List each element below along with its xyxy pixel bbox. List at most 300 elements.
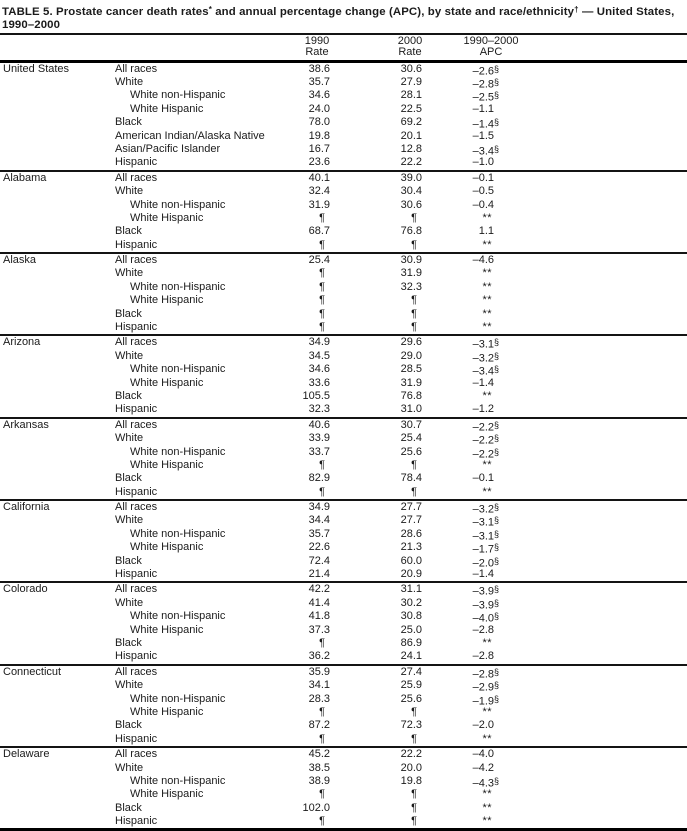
apc-cell: –3.9§ [472,584,500,598]
title-text-2: and annual percentage change (APC), by state and race/ethnicity [211,6,575,18]
rate-2000-cell: 12.8 [400,142,422,155]
table-row [0,321,687,334]
rate-1990-cell: 28.3 [308,692,330,705]
apc-cell: –4.2 [472,761,494,774]
state-name-cell [0,472,115,485]
race-label-cell: Hispanic [115,568,158,581]
rate-2000-cell: 28.1 [400,89,422,102]
rate-1990-cell: 41.8 [308,610,330,623]
apc-cell: ** [482,637,492,649]
race-label-cell: White [115,761,144,774]
rate-1990-cell: 38.6 [308,62,330,75]
title-text-3: — United States, [578,6,675,18]
rate-1990-cell: 31.9 [308,198,330,211]
race-label-cell: White non-Hispanic [130,610,226,623]
table-row [0,254,687,267]
rate-2000-cell: ¶ [411,294,417,307]
apc-cell: ** [482,389,492,402]
rate-1990-cell: 32.4 [308,185,330,198]
rate-2000-cell: 24.1 [400,650,422,663]
rate-1990-cell: 24.0 [308,102,330,115]
apc-cell: ** [482,815,492,828]
table-row [0,199,687,212]
table-row [0,748,687,761]
apc-cell: ** [482,267,492,280]
column-header-apc [463,36,518,60]
rate-2000-cell: 30.8 [400,610,422,623]
state-name-cell [0,156,115,169]
table-row [0,486,687,499]
rate-2000-cell: 31.9 [400,267,422,280]
table-row [0,459,687,472]
table-row [0,363,687,376]
rate-2000-cell: 25.6 [400,445,422,458]
rate-1990-cell: 38.5 [308,761,330,774]
state-name-cell [0,762,115,775]
race-label-cell: All races [115,748,158,761]
state-section [0,417,687,499]
race-label-cell: White [115,432,144,445]
rate-1990-cell: 32.3 [308,403,330,416]
rate-2000-cell: 27.4 [400,665,422,678]
rate-2000-cell: 76.8 [400,389,422,402]
table-row [0,650,687,663]
apc-cell: ** [482,458,492,471]
race-label-cell: All races [115,583,158,596]
row-filler [494,650,687,663]
rate-2000-cell: 22.2 [400,156,422,169]
row-filler [494,225,687,238]
row-filler [494,748,687,761]
apc-cell: –4.0 [472,748,494,761]
rate-1990-cell: 19.8 [308,129,330,142]
column-header-line1: 1990 [304,34,330,47]
table-row [0,514,687,527]
row-filler [494,308,687,321]
row-filler [494,321,687,334]
rate-2000-cell: 20.1 [400,129,422,142]
table-row [0,103,687,116]
row-filler [494,267,687,280]
apc-cell: –2.9§ [472,680,500,694]
apc-cell: –0.1 [472,472,494,485]
rate-2000-cell: 27.7 [400,501,422,514]
table-row [0,679,687,692]
rate-2000-cell: 32.3 [400,280,422,293]
table-row [0,143,687,156]
rate-1990-cell: 21.4 [308,568,330,581]
apc-cell: –4.0§ [472,611,500,625]
rate-2000-cell: 25.9 [400,679,422,692]
state-name-cell: California [3,501,50,514]
race-label-cell: Black [115,307,142,320]
rate-1990-cell: ¶ [319,267,325,280]
apc-cell: ** [482,732,492,745]
apc-cell: –1.1 [472,102,494,115]
rate-2000-cell: 60.0 [400,554,422,567]
table-row [0,762,687,775]
state-name-cell [0,815,115,828]
apc-cell: –1.4§ [472,117,500,131]
rate-2000-cell: 27.9 [400,75,422,88]
table-row [0,815,687,828]
state-name-cell: Delaware [3,748,50,761]
rate-2000-cell: ¶ [411,307,417,320]
table-row [0,156,687,169]
state-name-cell [0,624,115,637]
apc-cell: –1.7§ [472,542,500,556]
rate-1990-cell: 16.7 [308,142,330,155]
rate-1990-cell: ¶ [319,294,325,307]
title-footnote-dagger: † [574,5,579,14]
race-label-cell: White Hispanic [130,294,204,307]
rate-2000-cell: 69.2 [400,116,422,129]
rate-2000-cell: 20.0 [400,761,422,774]
row-filler [494,624,687,637]
state-section [0,746,687,828]
row-filler [494,103,687,116]
rate-1990-cell: 42.2 [308,583,330,596]
race-label-cell: Black [115,801,142,814]
apc-cell: –3.9§ [472,597,500,612]
race-label-cell: Black [115,472,142,485]
table-row [0,733,687,746]
table-row [0,239,687,252]
race-label-cell: Hispanic [115,321,158,334]
race-label-cell: White Hispanic [130,541,204,554]
apc-cell: –2.8§ [472,666,500,681]
row-filler [494,719,687,732]
rate-2000-cell: 30.9 [400,254,422,267]
table-row [0,130,687,143]
column-header-line1: 1990–2000 [463,34,519,47]
apc-cell: –3.4§ [472,143,500,158]
table-row [0,116,687,129]
rate-1990-cell: 34.9 [308,501,330,514]
row-filler [494,239,687,252]
rate-2000-cell: ¶ [411,238,417,251]
apc-cell: –2.2§ [472,419,500,434]
race-label-cell: Hispanic [115,403,158,416]
race-label-cell: Black [115,116,142,129]
row-filler [494,788,687,801]
race-label-cell: Hispanic [115,650,158,663]
rate-1990-cell: 33.6 [308,376,330,389]
row-filler [494,802,687,815]
rate-1990-cell: ¶ [319,280,325,293]
table-row [0,267,687,280]
rate-1990-cell: 35.9 [308,665,330,678]
state-name-cell [0,637,115,650]
row-filler [494,377,687,390]
apc-cell: –0.4 [472,198,494,211]
race-label-cell: Hispanic [115,732,158,745]
race-label-cell: White Hispanic [130,458,204,471]
rate-1990-cell: 22.6 [308,541,330,554]
row-filler [494,212,687,225]
rate-1990-cell: 82.9 [308,472,330,485]
state-name-cell [0,130,115,143]
rate-1990-cell: 38.9 [308,774,330,787]
rate-2000-cell: ¶ [411,485,417,498]
state-name-cell [0,281,115,294]
rate-2000-cell: 20.9 [400,568,422,581]
row-filler [494,568,687,581]
apc-cell: ** [482,705,492,718]
row-filler [494,637,687,650]
rate-1990-cell: 37.3 [308,623,330,636]
state-name-cell [0,239,115,252]
race-label-cell: Black [115,389,142,402]
table-row [0,528,687,541]
table-row [0,390,687,403]
apc-cell: –1.4 [472,376,494,389]
race-label-cell: Hispanic [115,485,158,498]
rate-2000-cell: 25.6 [400,692,422,705]
state-name-cell [0,225,115,238]
rate-1990-cell: 34.6 [308,363,330,376]
rate-2000-cell: 78.4 [400,472,422,485]
state-name-cell [0,650,115,663]
race-label-cell: Hispanic [115,156,158,169]
table-body [0,63,687,829]
apc-cell: –4.6 [472,254,494,267]
row-filler [494,762,687,775]
table-row [0,377,687,390]
rate-2000-cell: 22.5 [400,102,422,115]
apc-cell: –2.8§ [472,76,500,91]
apc-cell: ** [482,294,492,307]
race-label-cell: White non-Hispanic [130,198,226,211]
apc-cell: ** [482,321,492,334]
apc-cell: –1.5 [472,129,494,142]
state-section [0,252,687,334]
race-label-cell: Black [115,719,142,732]
state-section [0,63,687,170]
apc-cell: 1.1 [478,225,494,238]
rate-1990-cell: ¶ [319,321,325,334]
state-name-cell [0,308,115,321]
race-label-cell: White Hispanic [130,623,204,636]
table-row [0,788,687,801]
race-label-cell: White non-Hispanic [130,280,226,293]
rate-1990-cell: 72.4 [308,554,330,567]
row-filler [494,254,687,267]
column-header-line2: Rate [305,46,329,59]
apc-cell: –2.2§ [472,446,500,461]
row-filler [494,294,687,307]
state-section [0,581,687,663]
column-header-line2: Rate [398,46,422,59]
row-filler [494,185,687,198]
rate-2000-cell: 30.6 [400,198,422,211]
title-text-1: TABLE 5. Prostate cancer death rates [2,6,209,18]
table-row [0,89,687,102]
table-row [0,706,687,719]
race-label-cell: All races [115,254,158,267]
race-label-cell: Black [115,554,142,567]
table-row [0,802,687,815]
table-row [0,583,687,596]
table-row [0,281,687,294]
table-row [0,63,687,76]
race-label-cell: All races [115,62,158,75]
table-row [0,294,687,307]
page-title [0,0,687,33]
race-label-cell: Black [115,225,142,238]
apc-cell: –1.2 [472,403,494,416]
rate-1990-cell: 35.7 [308,75,330,88]
apc-cell: ** [482,238,492,251]
table-row [0,775,687,788]
rate-1990-cell: ¶ [319,732,325,745]
rate-1990-cell: 68.7 [308,225,330,238]
rate-2000-cell: 39.0 [400,171,422,184]
rate-2000-cell: ¶ [411,705,417,718]
rate-2000-cell: 19.8 [400,774,422,787]
race-label-cell: All races [115,665,158,678]
state-name-cell [0,719,115,732]
race-label-cell: White [115,75,144,88]
rate-2000-cell: ¶ [411,788,417,801]
apc-cell: –3.2§ [472,502,500,516]
rate-1990-cell: 45.2 [308,748,330,761]
race-label-cell: White non-Hispanic [130,527,226,540]
column-header-line2: APC [479,46,503,59]
row-filler [494,815,687,828]
row-filler [494,130,687,143]
rate-2000-cell: ¶ [411,801,417,814]
row-filler [494,472,687,485]
table-row [0,403,687,416]
row-filler [494,459,687,472]
apc-cell: ** [482,307,492,320]
apc-cell: –3.2§ [472,350,500,365]
rate-1990-cell: 34.9 [308,336,330,349]
rate-2000-cell: 29.0 [400,349,422,362]
rate-2000-cell: 30.4 [400,185,422,198]
rate-2000-cell: 29.6 [400,336,422,349]
rate-2000-cell: 30.7 [400,418,422,431]
state-name-cell: Alaska [3,254,37,267]
title-line-2: 1990–2000 [2,18,61,31]
apc-cell: –2.6§ [472,63,500,78]
apc-cell: –0.5 [472,185,494,198]
state-name-cell [0,377,115,390]
apc-cell: –2.8 [472,650,494,663]
state-name-cell [0,733,115,746]
column-header-2000-rate [398,36,422,60]
row-filler [494,156,687,169]
table-row [0,666,687,679]
state-name-cell: Arkansas [3,418,49,431]
rate-1990-cell: ¶ [319,211,325,224]
rate-1990-cell: 34.4 [308,514,330,527]
apc-cell: ** [482,788,492,801]
table-row [0,185,687,198]
rate-1990-cell: ¶ [319,705,325,718]
rate-2000-cell: ¶ [411,211,417,224]
state-name-cell [0,267,115,280]
race-label-cell: White Hispanic [130,102,204,115]
race-label-cell: Hispanic [115,238,158,251]
rate-2000-cell: ¶ [411,458,417,471]
rate-1990-cell: 33.7 [308,445,330,458]
race-label-cell: Hispanic [115,815,158,828]
apc-cell: ** [482,211,492,224]
rate-1990-cell: 35.7 [308,527,330,540]
rate-1990-cell: 34.1 [308,679,330,692]
table-row [0,472,687,485]
table-row [0,172,687,185]
table-row [0,568,687,581]
apc-cell: ** [482,280,492,293]
rate-1990-cell: 40.1 [308,171,330,184]
state-section [0,499,687,581]
rate-2000-cell: 25.0 [400,623,422,636]
rate-1990-cell: 41.4 [308,596,330,609]
rate-1990-cell: 25.4 [308,254,330,267]
race-label-cell: White [115,185,144,198]
state-name-cell: Colorado [3,583,48,596]
apc-cell: –3.1§ [472,528,500,543]
table-header [0,35,687,60]
rate-2000-cell: 28.6 [400,527,422,540]
apc-cell: –2.2§ [472,433,500,447]
state-name-cell [0,199,115,212]
rate-2000-cell: 25.4 [400,432,422,445]
rate-1990-cell: ¶ [319,485,325,498]
table-row [0,212,687,225]
row-filler [494,172,687,185]
table-row [0,432,687,445]
row-filler [494,733,687,746]
rate-1990-cell: 102.0 [302,801,330,814]
race-label-cell: Asian/Pacific Islander [115,142,221,155]
rate-2000-cell: ¶ [411,815,417,828]
rate-2000-cell: ¶ [411,732,417,745]
race-label-cell: White non-Hispanic [130,445,226,458]
apc-cell: ** [482,801,492,814]
rate-1990-cell: ¶ [319,637,325,649]
rate-2000-cell: 28.5 [400,363,422,376]
state-name-cell [0,294,115,307]
state-section [0,664,687,746]
race-label-cell: White [115,514,144,527]
apc-cell: –1.0 [472,156,494,169]
state-name-cell [0,486,115,499]
apc-cell: –3.1§ [472,515,500,529]
race-label-cell: White [115,679,144,692]
apc-cell: –2.0§ [472,555,500,570]
rate-2000-cell: 31.0 [400,403,422,416]
rate-2000-cell: ¶ [411,321,417,334]
state-name-cell [0,185,115,198]
race-label-cell: White non-Hispanic [130,774,226,787]
table-row [0,637,687,650]
race-label-cell: Black [115,637,142,649]
state-name-cell [0,788,115,801]
table-row [0,501,687,514]
apc-cell: –3.4§ [472,364,500,378]
state-name-cell [0,103,115,116]
state-name-cell [0,568,115,581]
apc-cell: ** [482,485,492,498]
row-filler [494,706,687,719]
state-name-cell: Arizona [3,336,41,349]
apc-cell: –4.3§ [472,775,500,790]
rate-2000-cell: 30.6 [400,62,422,75]
